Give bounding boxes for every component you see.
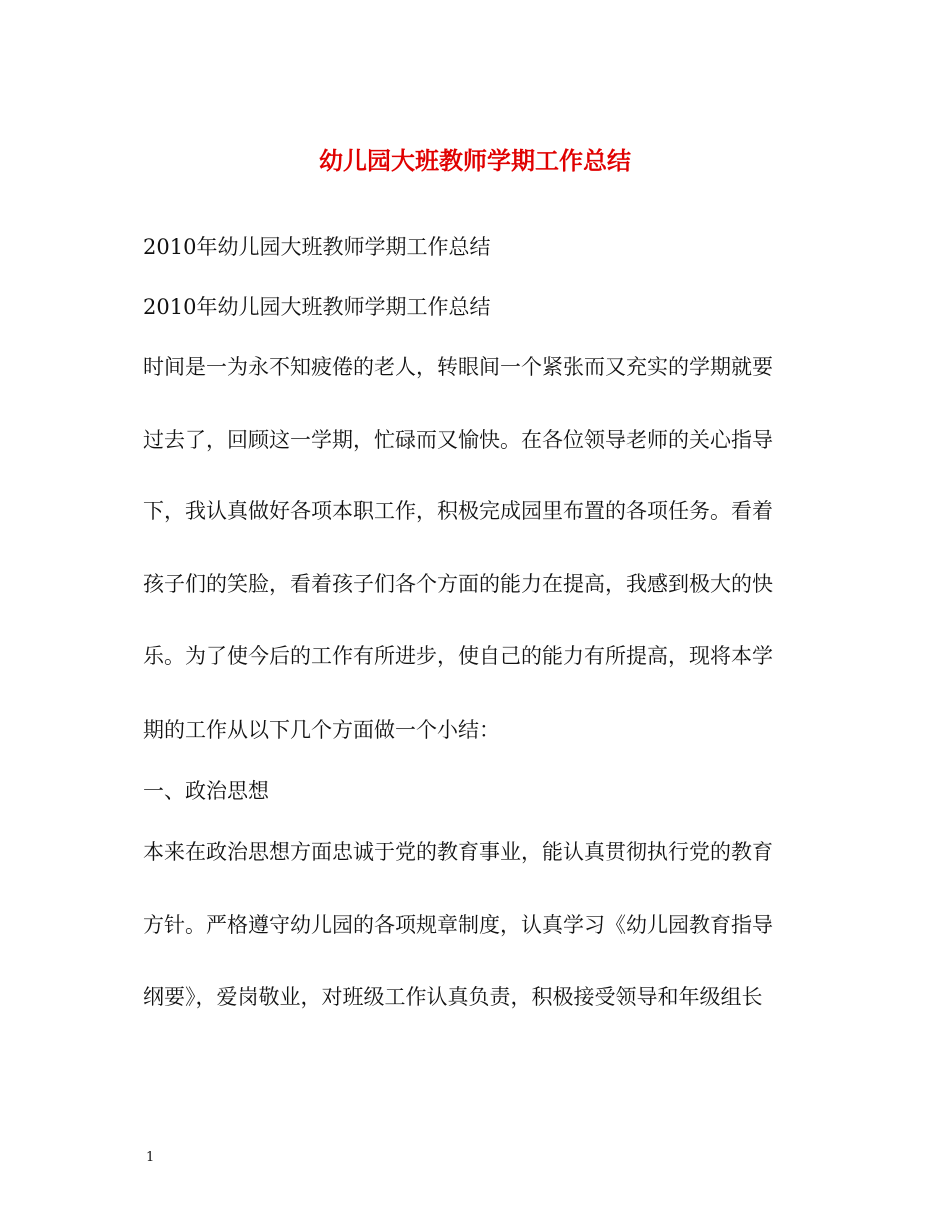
paragraph-line: 期的工作从以下几个方面做一个小结： bbox=[143, 718, 500, 742]
page-number: 1 bbox=[146, 1150, 155, 1165]
paragraph-line: 本来在政治思想方面忠诚于党的教育事业，能认真贯彻执行党的教育 bbox=[143, 840, 773, 864]
subtitle-line: 2010年幼儿园大班教师学期工作总结 bbox=[143, 235, 491, 259]
section-heading: 一、政治思想 bbox=[143, 779, 269, 803]
paragraph-line: 纲要》，爱岗敬业，对班级工作认真负责，积极接受领导和年级组长 bbox=[143, 985, 763, 1009]
paragraph-line: 孩子们的笑脸，看着孩子们各个方面的能力在提高，我感到极大的快 bbox=[143, 572, 773, 596]
paragraph-line: 过去了，回顾这一学期，忙碌而又愉快。在各位领导老师的关心指导 bbox=[143, 428, 773, 452]
paragraph-line: 下，我认真做好各项本职工作，积极完成园里布置的各项任务。看着 bbox=[143, 499, 773, 523]
subtitle-line: 2010年幼儿园大班教师学期工作总结 bbox=[143, 295, 491, 319]
paragraph-line: 乐。为了使今后的工作有所进步，使自己的能力有所提高，现将本学 bbox=[143, 644, 773, 668]
paragraph-line: 方针。严格遵守幼儿园的各项规章制度，认真学习《幼儿园教育指导 bbox=[143, 913, 773, 937]
document-title: 幼儿园大班教师学期工作总结 bbox=[319, 146, 631, 175]
paragraph-line: 时间是一为永不知疲倦的老人，转眼间一个紧张而又充实的学期就要 bbox=[143, 355, 773, 379]
